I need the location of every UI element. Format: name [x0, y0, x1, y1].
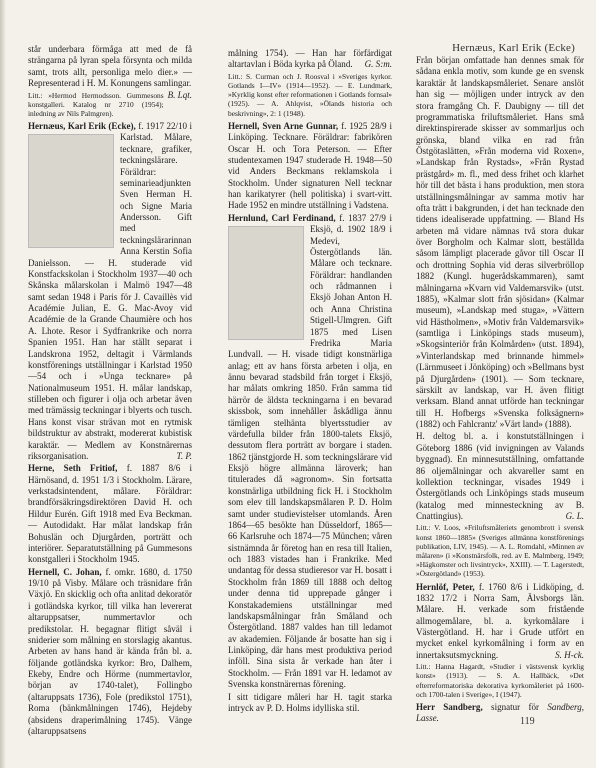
signature: G. S:m.: [364, 59, 392, 70]
portrait-photo: [228, 226, 304, 340]
paragraph: I sitt tidigare måleri har H. tagit starka intryck av P. D. Holms idylliska stil.: [228, 691, 392, 713]
entry-headword: Hernlöf, Peter,: [416, 581, 475, 592]
entry-hernell-johan: Hernell, C. Johan, f. omkr. 1680, d. 1750 19/10 på Visby. Målare och träsnidare från Växjö. En skicklig och ofta anlitad dekoratör i gotländska kyrkor, till vilka han levererat altaruppsatser, nummertavlor och predikstolar. H. begagnar flitigt såväl i sniderier som målning en storslagig akantus. Arbeten av hans hand är kända från bl. a. följande gotländska kyrkor: Bro, Dalhem, Ekeby, Endre och Hörme (nummertavlor, början av 1740-talet), Follingbo (altaruppsats 1736), Fole (predikstol 1751), Roma (bänkmålningen 1746), Hejdeby (absidens draperimålning 1745). Vänge (altaruppsatsens: [28, 566, 192, 736]
entry-headword: Hernell, Sven Arne Gunnar,: [228, 120, 339, 131]
running-head: Hernæus, Karl Erik (Ecke): [452, 42, 575, 54]
column-middle: [228, 48, 392, 744]
entry-headword: Herr Sandberg,: [416, 702, 483, 713]
column-left: [28, 44, 192, 744]
entry-herne: Herne, Seth Fritiof, f. 1887 8/6 i Härnösand, d. 1951 1/3 i Stockholm. Lärare, verkstadsintendent, målare. Föräldrar: brandförsäkringsdirektören David H. och Hildur Eurén. Gift 1918 med Eva Beckman. — Autodidakt. Har målat landskap från Bohuslän och Djurgården, porträtt och interiörer. Separatutställning på Gummesons konstgalleri i Stockholm 1945.: [28, 463, 193, 565]
paragraph: målning 1754). — Han har förfärdigat altartavlan i Böda kyrka på Öland. G. S:m.: [228, 48, 392, 70]
literature-note: Litt.: V. Loos, »Friluftsmåleriets genombrott i svensk konst 1860—1885» (Sveriges allmänna konstförenings publikation, LIV, 1945). — A. L. Romdahl, »Minnen av målaren» (i »Konstnärsfolk, red. av E. Malmberg, 1949; »Hägkomster och livsintryck», XXIII). — T. Lagerstedt, »Östergötland» (1953).: [416, 523, 584, 579]
entry-hernlof: Hernlöf, Peter, f. 1760 8/6 i Lidköping, d. 1832 17/2 i Norra Sam, Älvsborgs län. Målare. H. verkade som fristående allmogemålare, bl. a. kyrkomålare i Västergötland. H. har i Grude utfört en mycket enkel kyrkomålning i form av en innertaksutsmyckning. S. H-ck.: [416, 581, 584, 660]
signature: S. H-ck.: [555, 649, 584, 660]
portrait-photo: [28, 134, 114, 248]
literature-note: Litt.: S. Curman och J. Roosval i »Sveriges kyrkor. Gotlands I—IV» (1914—1952). — E. Lundmark, »Kyrklig konst efter reformationen i Gotlands fornsal» (1925). — A. Ahlqvist, »Ölands historia och beskrivning», 2: 1 (1948).: [228, 71, 392, 118]
cross-reference: Sandberg, Lasse.: [416, 702, 584, 724]
entry-hernlund: Hernlund, Carl Ferdinand, f. 1837 27/9 i Eksjö, d. 1902 18/9 i Medevi, Östergötlands län. Målare och tecknare. Föräldrar: handlanden och rådmannen i Eksjö Johan Anton H. och Anna Christina Stigell-Ulmgren. Gift 1875 med Lisen Fredrika Maria Lundvall. — H. visade tidigt konstnärliga anlag; ett av hans första arbeten i olja, en ännu bevarad stadsbild från torget i Eksjö, har målats omkring 1850. Från samma tid härrör de äldsta teckningarna i en bevarad skissbok, som innehåller åskådliga ännu tämligen stelhänta blyertsstudier av värdefulla bilder från 1800-talets Eksjö, dessutom flera porträtt av borgare i staden. 1862 tjänstgjorde H. som teckningslärare vid Eksjö högre allmänna läroverk; han titulerades då »agronom». Sin fortsatta konstnärliga utbildning fick H. i Stockholm som elev till landskapsmålaren P. D. Holm samt under studievistelser utomlands. Åren 1864—65 besökte han Düsseldorf, 1865—66 Karlsruhe och 1874—75 München; våren sistnämnda år företog han en resa till Italien, och 1883 vistades han i Frankrike. Med undantag för dessa studieresor var H. bosatt i Stockholm från 1869 till 1888 och deltog under denna tid upprepade gånger i Konstakademiens utställningar med landskapsmålningar från Småland och Östergötland. 1887 valdes han till ledamot av akademien. Följande år bosatte han sig i Linköping, där hans mest produktiva period inföll. Sina sista år verkade han åter i Stockholm. — Från 1891 var H. ledamot av Svenska konstnärernas förening.: [228, 212, 393, 690]
paragraph: står underbara förmåga att med de få strängarna på lyran spela försynta och milda samt, trots allt, personliga melo dier.» — Representerad i H. M. Konungens samlingar. B. Lqt.: [28, 44, 192, 100]
entry-headword: Hernell, C. Johan,: [28, 566, 102, 577]
literature-note: Litt.: »Hermod Hermodsson. Gummesons konstgalleri. Katalog nr 2710 (1954); inledning av Nils Palmgren).: [28, 90, 164, 118]
entry-headword: Hernæus, Karl Erik (Ecke),: [28, 121, 136, 132]
page-gutter-shadow: [0, 0, 6, 768]
paragraph: H. deltog bl. a. i konstutställningen i Göteborg 1886 (vid invigningen av Valands byggnad). En minnesutställning, omfattande 86 oljemålningar och akvareller samt en kollektion teckningar, visades 1949 i Östergötlands och Linköpings stads museum (katalog med minnesteckning av B. Cnattingius). G. L.: [416, 431, 584, 521]
entry-hernell-sven: Hernell, Sven Arne Gunnar, f. 1925 28/9 i Linköping. Tecknare. Föräldrar: fabrikören Oscar H. och Tora Peterson. — Efter studentexamen 1947 studerade H. 1948—50 vid Anders Beckmans reklamskola i Stockholm. Under signaturen Nell tecknar han karikatyrer (hell politiska) i svart-vitt. Hade 1952 en mindre utställning i Vadstena.: [228, 120, 392, 211]
literature-note: Litt.: Hanna Hagardt, »Studier i västsvensk kyrklig konst» (1913). — S. A. Hallbäck, »Det efterreformatoriska dekorativa kyrkomåleriet på 1600- och 1700-talen i Sverige», I (1947).: [416, 662, 584, 699]
entry-hernaeus: Hernæus, Karl Erik (Ecke), f. 1917 22/10 i Karlstad. Målare, tecknare, grafiker, teckningslärare. Föräldrar: seminarieadjunkten Sven Herman H. och Signe Maria Andersson. Gift med teckningslärarinnan Anna Kerstin Sofia Danielsson. — H. studerade vid Konstfackskolan i Stockholm 1937—40 och Skånska målarskolan i Malmö 1947—48 samt sedan 1948 i Paris för J. Cavaillès vid Académie Julian, E. G. Mac-Avoy vid Académie de la Grande Chaumière och hos A. Lhote. Resor i Sydfrankrike och norra Spanien 1951. Han har ställt separat i Landskrona 1952, deltagit i Värmlands konstförenings utställningar i Karlstad 1950—54 och i »Unga tecknare» på Nationalmuseum 1951. H. målar landskap, stilleben och figurer i olja och arbetar även med trämässig teckningar i blyerts och tusch. Hans konst visar strävan mot en rytmisk bildstruktur av abstrakt, modererat kubistisk karaktär. — Medlem av Konstnärernas riksorganisation. T. P.: [28, 121, 192, 461]
entry-headword: Herne, Seth Fritiof,: [28, 463, 118, 474]
entry-headword: Hernlund, Carl Ferdinand,: [228, 212, 336, 223]
signature: B. Lqt.: [167, 89, 192, 100]
page-number: 119: [520, 716, 535, 727]
signature: G. L.: [565, 511, 584, 521]
entry-herr-sandberg: Herr Sandberg, signatur för Sandberg, Lasse.: [416, 702, 584, 724]
paragraph: Från början omfattade han dennes smak för sådana enkla motiv, som kunde ge en svensk karaktär åt landskapsmåleriet. Senare anslöt han sig — möjligen under intryck av den stora framgång Ch. F. Daubigny — till det programmatiska friluftsmåleriet. Hans små direktinspirerade skisser av sommarljus och grönska, bland vilka en rad från Östgötaslätten, »Från modernа vid Roxen», »Landskap från Rystads», »Från Rystad prästgård» m. fl., med dess frihet och klarhet hör till det bästa i hans produktion, men stora utställningsmålningar av samma motiv har ofta trätt i bakgrunden, i det han tecknade den tidens idealiserade uppfattning. — Bland Hs arbeten må vidare nämnas två stora dukar över Borgholm och Kalmar slott, beställda såsom lämpligt placerade gåvor till Oscar II och drottning Sophia vid deras silverbröllop 1882 (Kungl. hugerådskammaren), samt målningarna »Kvarn vid Valdemarsvik» (utst. 1885), »Kalmar slott från sjösidan» (Kalmar museum), »Landskap med stuga», »Vättern vid Hästholmen», »Motiv från Valdemarsvik» (samtliga i Linköpings stads museum), »Skogsinteriör från Kolmården» (utst. 1894), »Vinterlandskap med brinnande himmel» (Lärnmuseet i Jönköping) och »Bellmans byst på Djurgården» (1901). — Som tecknare, särskilt av landskap, var H. även flitigt verksam. Bland annat utförde han teckningar till H. Hofbergs »Svenska folksägnern» (1882) och Fahlcrantz' »Värt land» (1888).: [416, 55, 584, 429]
signature: T. P.: [176, 450, 192, 461]
